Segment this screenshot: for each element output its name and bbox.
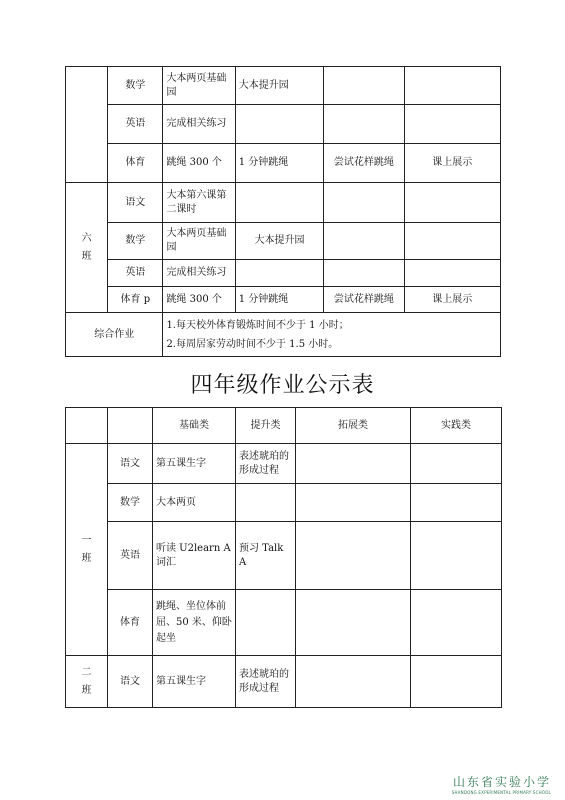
homework-table-top xyxy=(65,66,501,357)
practice-cell xyxy=(404,260,500,287)
practice-cell xyxy=(404,67,500,105)
header-empty-cell xyxy=(66,408,108,444)
subject-cell: 体育 xyxy=(108,590,153,656)
improve-cell: 大本提升园 xyxy=(235,67,323,105)
comprehensive-label: 综合作业 xyxy=(66,313,163,357)
extend-cell xyxy=(296,590,411,656)
subject-cell: 数学 xyxy=(108,484,153,522)
practice-cell xyxy=(411,656,502,708)
basic-cell: 大本两页基础园 xyxy=(163,223,235,260)
extend-cell xyxy=(324,260,404,287)
improve-cell: 1 分钟跳绳 xyxy=(235,144,323,183)
class1-label: 一 班 xyxy=(66,444,108,656)
improve-cell xyxy=(236,590,296,656)
improve-cell: 预习 Talk A xyxy=(236,522,296,590)
practice-cell xyxy=(404,223,500,260)
subject-cell: 数学 xyxy=(108,67,163,105)
header-basic: 基础类 xyxy=(153,408,236,444)
basic-cell: 跳绳、坐位体前屈、50 米、仰卧起坐 xyxy=(153,590,236,656)
subject-cell: 数学 xyxy=(108,223,163,260)
comprehensive-line-2: 2.每周居家劳动时间不少于 1.5 小时。 xyxy=(166,338,339,350)
class5-label-cell xyxy=(66,67,108,183)
extend-cell xyxy=(296,484,411,522)
improve-cell: 1 分钟跳绳 xyxy=(235,287,323,313)
basic-cell: 大本两页基础园 xyxy=(163,67,235,105)
practice-cell: 课上展示 xyxy=(404,287,500,313)
extend-cell xyxy=(324,67,404,105)
class2-label: 二 班 xyxy=(66,656,108,708)
subject-cell: 体育 p xyxy=(108,287,163,313)
basic-cell: 完成相关练习 xyxy=(163,260,235,287)
subject-cell: 英语 xyxy=(108,260,163,287)
extend-cell xyxy=(324,223,404,260)
subject-cell: 英语 xyxy=(108,522,153,590)
extend-cell xyxy=(296,444,411,484)
extend-cell xyxy=(324,183,404,223)
subject-cell: 体育 xyxy=(108,144,163,183)
extend-cell xyxy=(296,522,411,590)
school-logo-en: SHANDONG EXPERIMENTAL PRIMARY SCHOOL xyxy=(451,790,551,795)
comprehensive-line-1: 1.每天校外体育锻炼时间不少于 1 小时； xyxy=(166,319,349,331)
header-practice: 实践类 xyxy=(411,408,502,444)
improve-cell xyxy=(235,260,323,287)
practice-cell xyxy=(404,183,500,223)
subject-cell: 英语 xyxy=(108,105,163,144)
school-logo-cn: 山东省实验小学 xyxy=(452,775,551,789)
basic-cell: 跳绳 300 个 xyxy=(163,287,235,313)
header-improve: 提升类 xyxy=(236,408,296,444)
extend-cell xyxy=(324,105,404,144)
improve-cell: 大本提升园 xyxy=(235,223,323,260)
subject-cell: 语文 xyxy=(108,656,153,708)
improve-cell xyxy=(235,105,323,144)
subject-cell: 语文 xyxy=(108,183,163,223)
improve-cell xyxy=(236,484,296,522)
subject-cell: 语文 xyxy=(108,444,153,484)
comprehensive-content xyxy=(163,313,501,357)
page-title: 四年级作业公示表 xyxy=(190,373,375,398)
basic-cell: 大本两页 xyxy=(153,484,236,522)
practice-cell: 课上展示 xyxy=(404,144,500,183)
extend-cell xyxy=(296,656,411,708)
basic-cell: 听读 U2learn A 词汇 xyxy=(153,522,236,590)
improve-cell: 表述琥珀的形成过程 xyxy=(236,444,296,484)
basic-cell: 大本第六课第二课时 xyxy=(163,183,235,223)
practice-cell xyxy=(404,105,500,144)
homework-table-grade4 xyxy=(65,407,502,708)
practice-cell xyxy=(411,484,502,522)
basic-cell: 跳绳 300 个 xyxy=(163,144,235,183)
improve-cell xyxy=(235,183,323,223)
school-logo xyxy=(452,773,551,795)
class6-label: 六 班 xyxy=(66,183,108,313)
practice-cell xyxy=(411,522,502,590)
practice-cell xyxy=(411,590,502,656)
header-empty-cell xyxy=(108,408,153,444)
extend-cell: 尝试花样跳绳 xyxy=(324,287,404,313)
improve-cell: 表述琥珀的形成过程 xyxy=(236,656,296,708)
extend-cell: 尝试花样跳绳 xyxy=(324,144,404,183)
basic-cell: 完成相关练习 xyxy=(163,105,235,144)
basic-cell: 第五课生字 xyxy=(153,656,236,708)
practice-cell xyxy=(411,444,502,484)
header-extend: 拓展类 xyxy=(296,408,411,444)
basic-cell: 第五课生字 xyxy=(153,444,236,484)
